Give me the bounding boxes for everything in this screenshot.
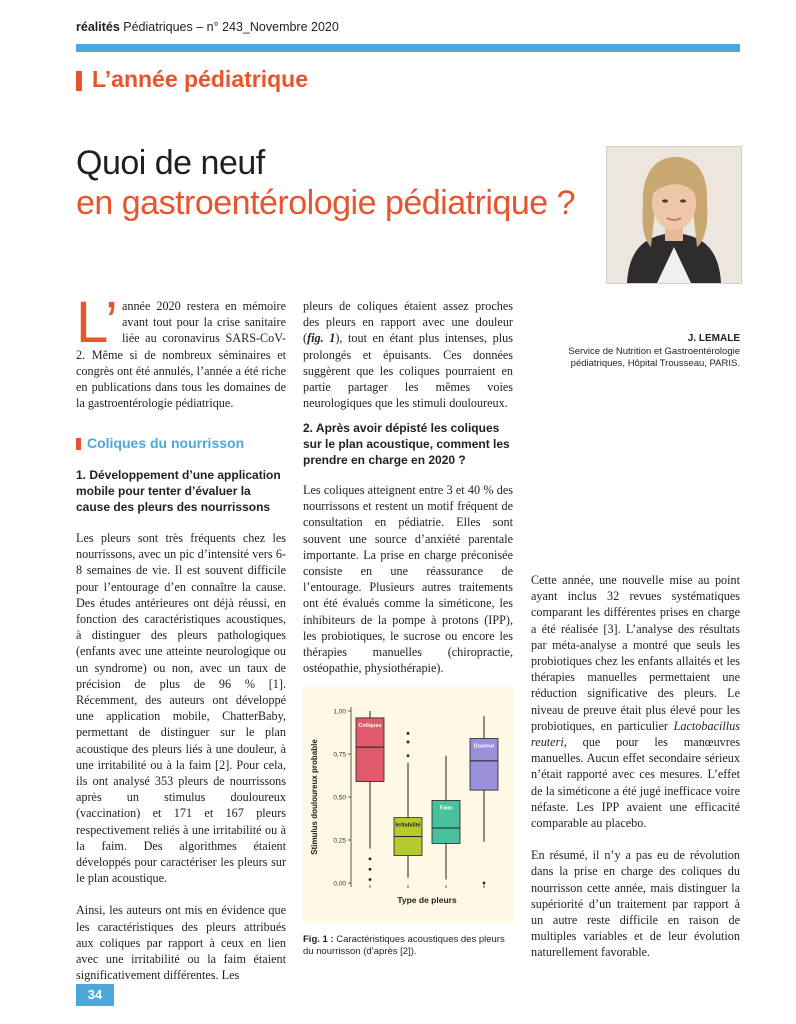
box-irritabilit-outlier bbox=[407, 741, 410, 744]
column1-paragraph-1: Les pleurs sont très fréquents chez les nourrissons, avec un pic d’intensité vers 6-8 semaines de vie. Il est souvent difficile pour l’entourage d’en connaître la cause. Des études antérieures ont déjà réussi, en fonction des caractéristiques acoustiques, à distinguer des pleurs pathologiques (enfants avec une atteinte neurologique ou un syndrome) ou non, avec un taux de précision de plus de 96 % [1]. Récemment, des auteurs ont développé une application mobile, ChatterBaby, permettant de distinguer sur le plan acoustique des pleurs liés à une douleur, à une irritabilité ou à la faim [2]. Pour cela, ils ont analysé 353 pleurs de nourrissons après un stimulus douloureux (vaccination) et 171 et 167 pleurs respectivement reliés à une irritabilité ou à la faim. Des algorithmes étaient développés pour caractériser les pleurs sur le plan acoustique. bbox=[76, 531, 286, 886]
x-axis-label: Type de pleurs bbox=[397, 895, 457, 905]
header-rule bbox=[76, 44, 740, 52]
column1-body bbox=[76, 530, 286, 983]
journal-issue: Pédiatriques – n° 243_Novembre 2020 bbox=[123, 20, 339, 34]
intro-text: année 2020 restera en mémoire avant tout pour la crise sanitaire liée au coronavirus SARS-CoV-2. Même si de nombreux séminaires et congrès ont été annulés, l’année a été riche en publications dans tous les domaines de la gastroentérologie pédiatrique. bbox=[76, 299, 286, 411]
journal-name: réalités bbox=[76, 20, 120, 34]
figure-caption bbox=[303, 934, 513, 958]
portrait-illustration bbox=[607, 147, 741, 283]
author-affiliation-line2: pédiatriques, Hôpital Trousseau, PARIS. bbox=[570, 358, 740, 369]
box-coliques-outlier bbox=[369, 878, 372, 881]
article-title-line1: Quoi de neuf bbox=[76, 144, 265, 182]
column3-paragraph-1-a: Cette année, une nouvelle mise au point ayant inclus 32 revues systématiques comparant les différentes prises en charge a été réalisée [3]. L’analyse des résultats par méta-analyse a montré que seuls les probiotiques chez les enfants allaités et les thérapies manuelles permettaient une réduction significative des pleurs. Le niveau de preuve était plus élevé pour les probiotiques, en particulier bbox=[531, 573, 740, 733]
box-coliques-outlier bbox=[369, 868, 372, 871]
author-affiliation-line1: Service de Nutrition et Gastroentérologie bbox=[568, 346, 740, 357]
box-douleur-outlier bbox=[483, 882, 486, 885]
column3-body bbox=[531, 572, 740, 961]
box-faim-label: Faim bbox=[439, 805, 453, 812]
y-tick-label: 0,00 bbox=[333, 880, 346, 888]
heading-2: 2. Après avoir dépisté les coliques sur le plan acoustique, comment les prendre en charge en 2020 ? bbox=[303, 421, 510, 467]
column2-paragraph-1-a: pleurs de coliques étaient assez proches des pleurs en rapport avec une douleur ( bbox=[303, 299, 513, 346]
boxplot-chart bbox=[303, 687, 513, 923]
box-irritabilit-label: Irritabilité bbox=[395, 822, 421, 829]
heading-1: 1. Développement d’une application mobile pour tenter d’évaluer la cause des pleurs des nourrissons bbox=[76, 468, 281, 514]
box-coliques-label: Coliques bbox=[358, 722, 382, 729]
figure-1 bbox=[303, 687, 513, 923]
species-name: Lactobacillus reuteri bbox=[531, 718, 740, 750]
subsection-title: Coliques du nourrisson bbox=[87, 435, 245, 451]
box-irritabilit-outlier bbox=[407, 754, 410, 757]
column1-intro bbox=[76, 290, 286, 411]
column2-paragraph-1-b: ), tout en étant plus intenses, plus prolongés et épuisants. Ces données suggèrent que les coliques pourraient en partie partager les mêmes voies neurologiques que les stimuli douloureux. bbox=[303, 331, 513, 411]
author-photo bbox=[606, 146, 742, 284]
y-tick-label: 0,75 bbox=[333, 751, 346, 759]
intro-paragraph bbox=[76, 290, 286, 411]
box-coliques-outlier bbox=[369, 858, 372, 861]
figure-caption-text: Caractéristiques acoustiques des pleurs du nourrisson (d’après [2]). bbox=[303, 934, 505, 957]
page-number: 34 bbox=[87, 987, 103, 1002]
y-tick-label: 0,25 bbox=[333, 837, 346, 845]
y-tick-label: 0,50 bbox=[333, 794, 346, 802]
running-header bbox=[76, 20, 339, 34]
drop-cap: L’ bbox=[76, 290, 118, 355]
y-tick-label: 1,00 bbox=[333, 708, 346, 716]
column2-paragraph-1 bbox=[303, 298, 513, 411]
article-title-line2: en gastroentérologie pédiatrique ? bbox=[76, 184, 576, 222]
column3-paragraph-2: En résumé, il n’y a pas eu de révolution dans la prise en charge des coliques du nourrisson cette année, mais distinguer la supériorité d’un traitement par rapport à un autre reste difficile en raison de multiples variables et de leur évolution naturellement favorable. bbox=[531, 848, 740, 960]
column2-top bbox=[303, 298, 513, 411]
column3-paragraph-1-b: , que pour les manœuvres manuelles. Aucun effet secondaire sérieux n’était rapporté avec ces mesures. L’effet de la siméticone a été jugé inefficace voire néfaste. Les IPP avaient une efficacité comparable au placebo. bbox=[531, 735, 740, 831]
column2-body bbox=[303, 482, 513, 676]
box-douleur-label: Douleur bbox=[473, 743, 495, 750]
figure-reference: fig. 1 bbox=[307, 331, 336, 346]
author-name: J. LEMALE bbox=[687, 333, 740, 344]
section-marker bbox=[76, 71, 82, 91]
column1-paragraph-2: Ainsi, les auteurs ont mis en évidence que les caractéristiques des pleurs attribués aux coliques par rapport à ceux en lien avec une irritabilité ou la faim étaient significativement différentes. Les bbox=[76, 903, 286, 983]
column2-paragraph-2: Les coliques atteignent entre 3 et 40 % des nourrissons et restent un motif fréquent de consultation en pédiatrie. Elles sont souvent une source d’anxiété parentale importante. La prise en charge préconisée consiste en une réassurance de l’entourage. Plusieurs autres traitements ont été évalués comme la siméticone, les inhibiteurs de la pompe à protons (IPP), les probiotiques, le sucrose ou encore les thérapies manuelles (chiropractie, ostéopathie, physiothérapie). bbox=[303, 483, 513, 676]
column3-paragraph-1 bbox=[531, 572, 740, 831]
y-axis-label: Stimulus douloureux probable bbox=[310, 739, 319, 855]
box-irritabilit-outlier bbox=[407, 732, 410, 735]
author-affiliation bbox=[540, 346, 740, 370]
subsection-marker bbox=[76, 438, 81, 450]
figure-caption-label: Fig. 1 : bbox=[303, 934, 334, 945]
section-title: L’année pédiatrique bbox=[92, 66, 308, 92]
